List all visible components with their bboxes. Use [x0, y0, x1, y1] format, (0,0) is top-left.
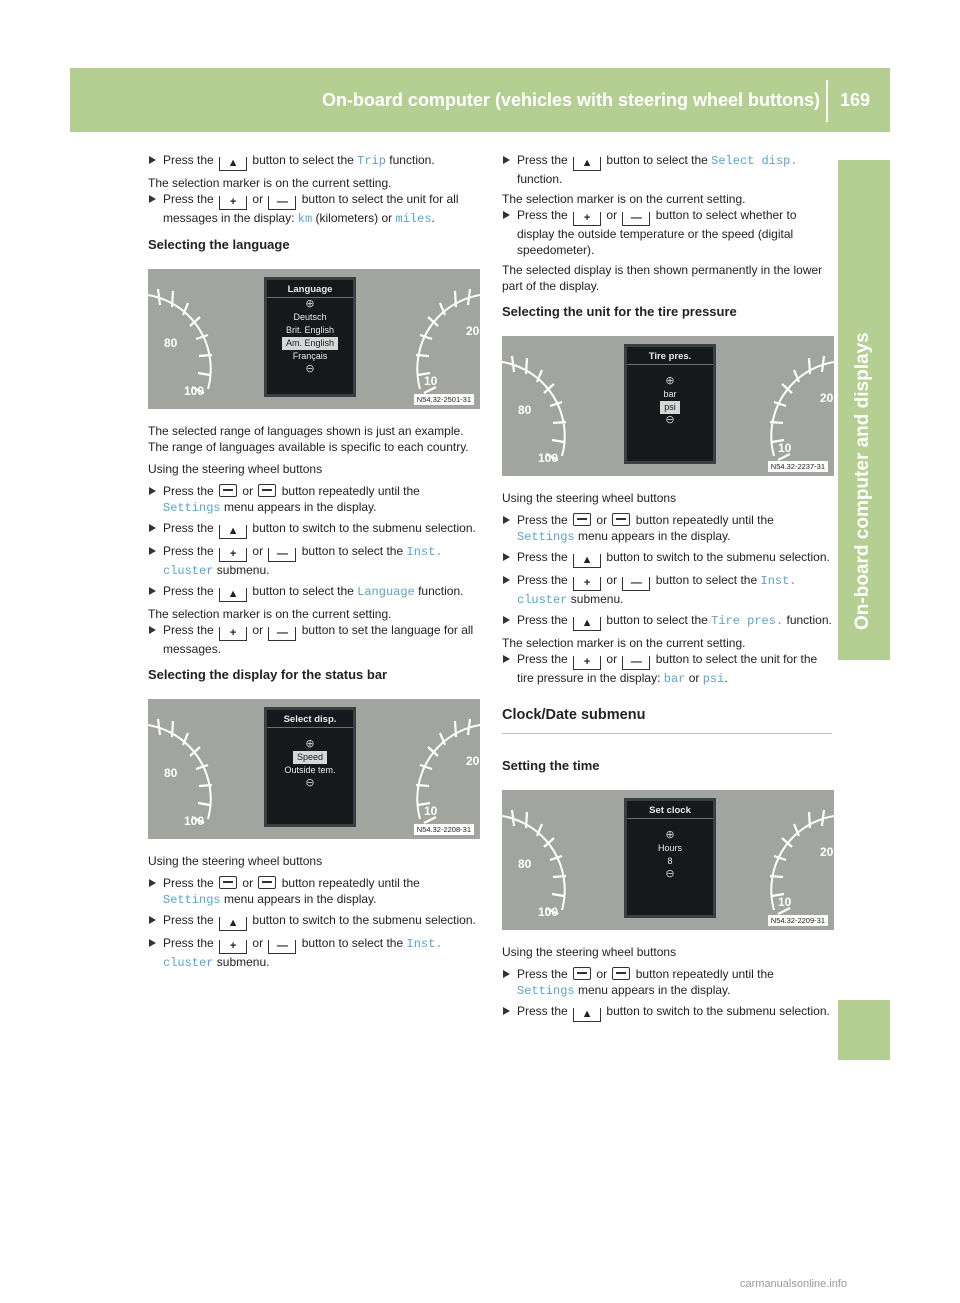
minus-key-icon: — [622, 212, 650, 226]
step-open-settings: Press the or button repeatedly until the Settings menu appears in the display. [148, 875, 478, 908]
step-switch-submenu: Press the ▲ button to switch to the submenu selection. [502, 549, 832, 568]
step-switch-submenu: Press the ▲ button to switch to the submenu selection. [148, 520, 478, 539]
step-select-language: Press the ▲ button to select the Language function. [148, 583, 478, 602]
display-menu-title: Tire pres. [627, 347, 713, 365]
watermark: carmanualsonline.info [740, 1278, 848, 1290]
step-select-display-type: Press the + or — button to select whether to display the outside temperature or the speed (digital speedometer). [502, 207, 832, 258]
instrument-cluster-display [624, 344, 716, 464]
heading-selecting-language: Selecting the language [148, 237, 290, 252]
gauge-label: 80 [518, 403, 532, 417]
step-select-inst-cluster: Press the + or — button to select the Inst. cluster submenu. [148, 935, 478, 971]
gauge-label: 100 [184, 384, 205, 398]
step-switch-submenu: Press the ▲ button to switch to the submenu selection. [148, 912, 478, 931]
up-arrow-key-icon: ▲ [219, 917, 247, 931]
up-arrow-key-icon: ▲ [573, 1008, 601, 1022]
up-arrow-key-icon: ▲ [219, 525, 247, 539]
menu-item-settings: Settings [163, 893, 221, 907]
heading-tire-pressure-unit: Selecting the unit for the tire pressure [502, 304, 737, 319]
display-menu-item: Français [292, 351, 328, 361]
up-arrow-key-icon: ▲ [219, 157, 247, 171]
gauge-label: 100 [538, 905, 559, 919]
instruction-intro: Using the steering wheel buttons [148, 854, 323, 868]
figure-language-display [148, 269, 480, 409]
instrument-cluster-display [264, 277, 356, 397]
display-menu-title: Select disp. [267, 710, 353, 728]
menu-back-key-icon [258, 876, 276, 889]
figure-set-clock-display [502, 790, 834, 930]
display-menu-item: Hours [657, 843, 682, 853]
gauge-label: 100 [538, 451, 559, 465]
gauge-label: 10 [778, 895, 792, 909]
minus-key-icon: — [268, 627, 296, 641]
section-marker [838, 1000, 890, 1060]
menu-item-inst-cluster: Inst. cluster [517, 574, 797, 607]
display-selected-item: Speed [293, 751, 327, 764]
figure-code: N54.32-2237-31 [768, 461, 828, 472]
instruction-intro: Using the steering wheel buttons [502, 491, 677, 505]
gauge-label: 20 [466, 754, 480, 768]
menu-back-key-icon [612, 513, 630, 526]
minus-key-icon: — [622, 577, 650, 591]
scroll-up-icon: ⊕ [305, 738, 315, 750]
menu-item-inst-cluster: Inst. cluster [163, 937, 443, 970]
scroll-down-icon: ⊖ [305, 777, 315, 789]
instrument-cluster-display [624, 798, 716, 918]
display-selected-item: psi [660, 401, 680, 414]
step-result: The selection marker is on the current setting. [502, 192, 746, 206]
display-menu-title: Language [267, 280, 353, 298]
gauge-label: 10 [424, 374, 438, 388]
display-selected-item: Am. English [282, 337, 338, 350]
menu-item-settings: Settings [517, 984, 575, 998]
gauge-label: 20 [466, 324, 480, 338]
menu-back-key-icon [612, 967, 630, 980]
instruction-intro: Using the steering wheel buttons [148, 462, 323, 476]
option-miles: miles [395, 212, 432, 226]
heading-status-bar-display: Selecting the display for the status bar [148, 667, 388, 682]
gauge-label: 80 [518, 857, 532, 871]
page-title: On-board computer (vehicles with steering wheel buttons) [321, 90, 820, 110]
menu-forward-key-icon [219, 484, 237, 497]
minus-key-icon: — [268, 548, 296, 562]
menu-item-trip: Trip [357, 154, 386, 168]
right-column [502, 152, 832, 1026]
figure-select-display [148, 699, 480, 839]
step-select-trip: Press the ▲ button to select the Trip function. [148, 152, 478, 171]
plus-key-icon: + [219, 627, 247, 641]
instrument-cluster-display [264, 707, 356, 827]
header-divider [826, 80, 828, 122]
figure-code: N54.32-2501-31 [414, 394, 474, 405]
step-select-distance-unit: Press the + or — button to select the unit for all messages in the display: km (kilometers) or miles. [148, 191, 478, 227]
option-psi: psi [702, 672, 725, 686]
step-select-display-function: Press the ▲ button to select the Select disp. function. [502, 152, 832, 187]
step-result: The selected display is then shown permanently in the lower part of the display. [502, 263, 823, 293]
section-side-tab-label: On-board computer and displays [852, 332, 873, 630]
plus-key-icon: + [573, 212, 601, 226]
plus-key-icon: + [573, 656, 601, 670]
step-open-settings: Press the or button repeatedly until the Settings menu appears in the display. [148, 483, 478, 516]
plus-key-icon: + [219, 196, 247, 210]
menu-item-settings: Settings [163, 501, 221, 515]
display-menu-title: Set clock [627, 801, 713, 819]
minus-key-icon: — [268, 940, 296, 954]
menu-item-inst-cluster: Inst. cluster [163, 545, 443, 578]
step-result: The selection marker is on the current setting. [148, 176, 392, 190]
display-menu-item: Brit. English [285, 325, 335, 335]
page-number: 169 [840, 90, 871, 110]
menu-forward-key-icon [573, 513, 591, 526]
step-open-settings: Press the or button repeatedly until the Settings menu appears in the display. [502, 512, 832, 545]
step-result: The selection marker is on the current setting. [148, 607, 392, 621]
step-switch-submenu: Press the ▲ button to switch to the submenu selection. [502, 1003, 832, 1022]
step-result: The selection marker is on the current setting. [502, 636, 746, 650]
scroll-up-icon: ⊕ [665, 375, 675, 387]
step-select-inst-cluster: Press the + or — button to select the Inst. cluster submenu. [502, 572, 832, 608]
scroll-up-icon: ⊕ [665, 829, 675, 841]
display-menu-item: 8 [667, 856, 673, 866]
step-select-inst-cluster: Press the + or — button to select the Inst. cluster submenu. [148, 543, 478, 579]
gauge-label: 20 [820, 845, 834, 859]
section-divider [502, 733, 832, 734]
scroll-up-icon: ⊕ [305, 298, 315, 310]
gauge-label: 80 [164, 766, 178, 780]
menu-item-tire-pres: Tire pres. [711, 614, 784, 628]
option-bar: bar [663, 672, 686, 686]
display-menu-item: Deutsch [293, 312, 327, 322]
minus-key-icon: — [622, 656, 650, 670]
menu-item-settings: Settings [517, 530, 575, 544]
instruction-intro: Using the steering wheel buttons [502, 945, 677, 959]
gauge-label: 10 [778, 441, 792, 455]
gauge-label: 20 [820, 391, 834, 405]
left-column [148, 152, 478, 975]
gauge-label: 10 [424, 804, 438, 818]
up-arrow-key-icon: ▲ [219, 588, 247, 602]
menu-back-key-icon [258, 484, 276, 497]
step-set-language: Press the + or — button to set the language for all messages. [148, 622, 478, 657]
option-km: km [297, 212, 313, 226]
minus-key-icon: — [268, 196, 296, 210]
scroll-down-icon: ⊖ [665, 414, 675, 426]
up-arrow-key-icon: ▲ [573, 157, 601, 171]
step-select-pressure-unit: Press the + or — button to select the unit for the tire pressure in the display: bar or psi. [502, 651, 832, 687]
figure-code: N54.32-2209-31 [768, 915, 828, 926]
language-note: The selected range of languages shown is just an example. The range of languages available is specific to each country. [148, 424, 469, 454]
figure-tire-pressure-display [502, 336, 834, 476]
menu-forward-key-icon [219, 876, 237, 889]
up-arrow-key-icon: ▲ [573, 617, 601, 631]
scroll-down-icon: ⊖ [305, 363, 315, 375]
step-select-tire-pres: Press the ▲ button to select the Tire pres. function. [502, 612, 832, 631]
step-open-settings: Press the or button repeatedly until the Settings menu appears in the display. [502, 966, 832, 999]
menu-item-language: Language [357, 585, 415, 599]
gauge-label: 80 [164, 336, 178, 350]
display-menu-item: Outside tem. [284, 765, 336, 775]
plus-key-icon: + [219, 940, 247, 954]
plus-key-icon: + [219, 548, 247, 562]
heading-setting-time: Setting the time [502, 758, 600, 773]
up-arrow-key-icon: ▲ [573, 554, 601, 568]
heading-clock-date-submenu: Clock/Date submenu [502, 707, 646, 723]
menu-forward-key-icon [573, 967, 591, 980]
scroll-down-icon: ⊖ [665, 868, 675, 880]
gauge-label: 100 [184, 814, 205, 828]
display-menu-item: bar [663, 389, 677, 399]
figure-code: N54.32-2208-31 [414, 824, 474, 835]
plus-key-icon: + [573, 577, 601, 591]
menu-item-select-disp: Select disp. [711, 154, 798, 168]
